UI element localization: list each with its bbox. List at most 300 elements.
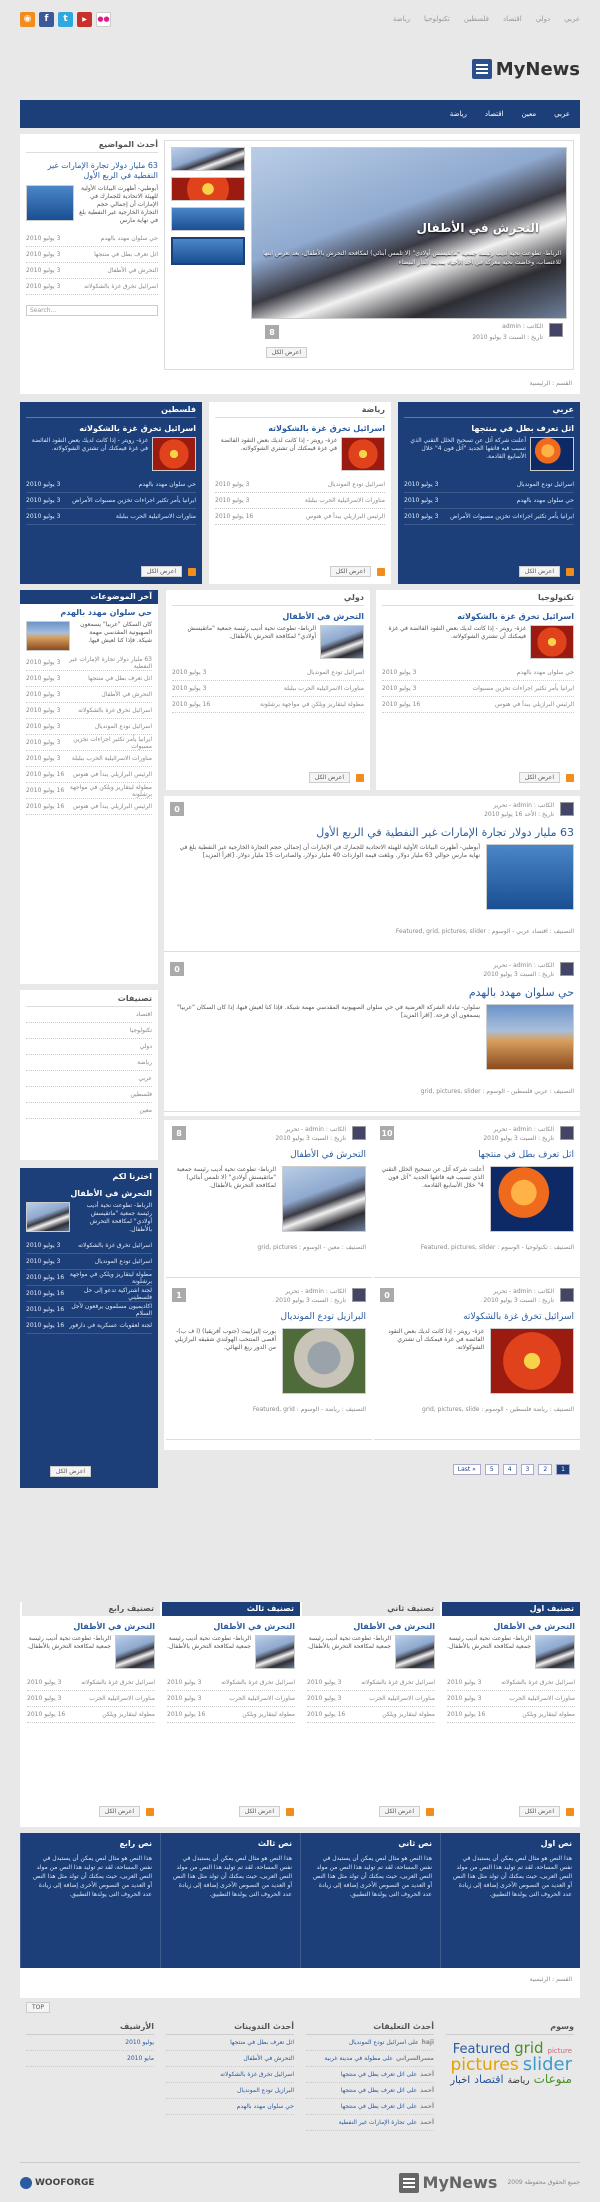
top-nav-item[interactable]: عربي [564,15,580,23]
author-avatar [560,802,574,816]
post-date: تاريخ : السبت 3 يوليو 2010 [483,1135,554,1142]
search-input[interactable]: Search... [26,305,158,316]
category-link[interactable]: عربي [26,1071,152,1087]
post-grid [164,1120,580,1450]
category-row-2 [20,402,580,584]
comment-count[interactable]: 0 [170,962,184,976]
list-item[interactable]: لجنة اشتراكية تدعو إلى حل فلسطيني 16 يوليو 2010 [26,1286,152,1301]
text-column-body: هذا النص هو مثال لنص يمكن أن يستبدل في نفس المساحة، لقد تم توليد هذا النص من مولد النص العربى، حيث يمكنك أن تولد مثل هذا النص أو العديد من النصوص الأخرى إضافة إلى زيادة عدد الحروف التى يولدها التطبيق. [33,1855,152,1898]
category-head[interactable]: فلسطين [26,402,196,418]
tag-link[interactable]: pictures [450,2055,519,2075]
category-lead-title[interactable]: اثل تعرف بطل في منتجها [471,424,574,433]
post-tags: التصنيف : رياضة فلسطين - الوسوم : grid, pictures, slide [422,1406,574,1413]
post-title[interactable]: اسرائيل تخرق غزة بالشكولاته [463,1312,574,1322]
hot-title: آخر الموضوعات [90,592,152,601]
text-column-title: نص ثاني [398,1839,432,1848]
post-date: تاريخ : السبت 3 يوليو 2010 [275,1135,346,1142]
text-column [20,1833,160,1968]
category-lead-title[interactable]: اسرائيل تخرق غزة بالشكولاته [79,424,196,433]
comment-item[interactable]: أحمد على اثل تعرف بطل في منتجها [306,2099,434,2115]
category-head[interactable]: تصنيف ثاني [302,1602,440,1616]
list-item[interactable]: مطولة ليتقاريز ويلكن 16 يوليو 2010 [447,1707,575,1723]
hot-lead[interactable]: حي سلوان مهدد بالهدم [60,608,152,617]
list-item[interactable]: ايرانيا يأمر تكثير اجراءات تخزين مسبوات الأمراض 3 يوليو 2010 [404,509,574,525]
post [164,956,580,1112]
rss-icon[interactable] [426,1808,434,1816]
pager-last[interactable]: Last » [453,1464,481,1475]
featured-author: الكاتب : admin [502,323,543,330]
recent-list [166,2035,294,2115]
bottom-categories [20,1602,580,1827]
list-item[interactable]: اسرائيل تخرق غزة بالشكولاته 3 يوليو 2010 [447,1675,575,1691]
list-item[interactable]: الرئيس البرازيلي يبدأ في هنوس 16 يوليو 2010 [215,509,385,525]
featured-area [20,134,580,394]
post-author: الكاتب : admin - تحرير [493,1126,554,1133]
category-image[interactable] [152,437,196,471]
post-image[interactable] [282,1166,366,1232]
category-image[interactable] [320,625,364,659]
list-item[interactable]: مناورات الاسرائيلية الحرب 3 يوليو 2010 [27,1691,155,1707]
grid-post [166,1282,372,1440]
list-item[interactable]: مطولة ليتقاريز ويلكن 16 يوليو 2010 [27,1707,155,1723]
text-column-title: نص اول [540,1839,572,1848]
category-image[interactable] [115,1635,155,1669]
pagination [453,1464,570,1475]
tag-link[interactable]: slider [522,2054,572,2075]
tag-link[interactable]: اخبار [450,2075,471,2086]
latest-lead-text: أبوظبي- أظهرت البيانات الأولية للهيئة الاتحادية للجمارك في الإمارات أن إجمالي حجم التجارة الخارجية غير النفطية بلغ في نهاية مارس [79,185,158,224]
nav-item[interactable]: اقتصاد [484,110,504,118]
slider-thumb-3[interactable] [171,207,245,231]
comment-count[interactable]: 10 [380,1126,394,1140]
flickr-icon[interactable]: ●● [96,12,111,27]
tags-title: وسوم [446,2022,574,2035]
footer-widgets [20,2022,580,2162]
top-nav [393,15,580,23]
category-list [26,477,196,525]
post-title[interactable]: 63 مليار دولار تجارة الإمارات غير النفطية في الربع الأول [316,826,574,839]
rss-icon[interactable] [356,774,364,782]
post-author: الكاتب : admin - تحرير [285,1126,346,1133]
slider-thumb-1[interactable] [171,147,245,171]
footer-logo-icon [399,2173,419,2193]
list-item[interactable]: حي سلوان مهدد بالهدم 3 يوليو 2010 [404,493,574,509]
comment-count[interactable]: 1 [172,1288,186,1302]
tag-link[interactable]: رياضة [507,2076,530,2086]
slider-thumb-4[interactable] [171,237,245,265]
tag-link[interactable]: picture [547,2047,572,2055]
post-tags: التصنيف : رياضة - الوسوم : Featured, grid [252,1406,366,1413]
list-item[interactable]: ايرانيا يأمر تكثير اجراءات تخزين مسبوات 3 يوليو 2010 [382,681,574,697]
category-link[interactable]: تكنولوجيا [26,1023,152,1039]
breadcrumb: القسم : الرئيسية [529,380,572,387]
top-button[interactable]: TOP [26,2002,50,2013]
twitter-icon[interactable]: t [58,12,73,27]
featured-date: تاريخ : السبت 3 يوليو 2010 [472,334,543,341]
list-item[interactable]: اسرائيل تودع المونديال 3 يوليو 2010 [26,1254,152,1270]
youtube-icon[interactable]: ▶ [77,12,92,27]
categories-list [26,1007,152,1119]
post-title[interactable]: حي سلوان مهدد بالهدم [468,986,574,999]
hot-text: كان السكان "عربيا" يسمعون الصهيونية المقدسي مهمة شيكة. فإذا كنا لعيش فيها. [80,621,152,644]
category-box [162,1602,300,1827]
rss-icon[interactable] [566,1808,574,1816]
comments-widget [300,2022,440,2162]
category-row-3 [164,590,580,790]
category-lead-title[interactable]: اسرائيل تخرق غزة بالشكولاته [457,612,574,621]
picks-list [26,1238,152,1334]
post [164,796,580,952]
post-title[interactable]: التحرش في الأطفال [290,1150,366,1160]
latest-title: أحدث المواضيع [26,140,158,153]
latest-lead-image[interactable] [26,185,74,221]
text-column [160,1833,300,1968]
category-list [215,477,385,525]
content-area [20,590,580,1602]
text-columns [20,1833,580,1968]
post-image[interactable] [490,1328,574,1394]
list-item[interactable]: اسرائيل تودع المونديال 3 يوليو 2010 [215,477,385,493]
wooforge-icon [20,2177,32,2189]
category-head[interactable]: دولي [172,590,364,606]
post-image[interactable] [486,844,574,910]
rss-icon[interactable] [286,1808,294,1816]
category-text: الرباط- تطوعت نحية أديب رئيسة جمعية "ماتقيسش أولادي" لمكافحة التحرش بالأطفال. [187,625,316,640]
category-box [209,402,391,584]
list-item[interactable]: 63 مليار دولار تجارة الإمارات غير النفطية 3 يوليو 2010 [26,655,152,670]
recent-widget [160,2022,300,2162]
pager-page[interactable]: 5 [485,1464,499,1475]
post-title[interactable]: اثل تعرف بطل في منتجها [478,1150,574,1160]
view-all-button[interactable]: اعرض الكل [519,772,560,783]
post-tags: التصنيف : اقتصاد عربي - الوسوم : Featured, grid, pictures, slider [395,928,574,935]
author-avatar [560,962,574,976]
latest-lead-title[interactable]: 63 مليار دولار تجارة الإمارات غير النفطية في الربع الأول [47,161,158,180]
top-nav-item[interactable]: فلسطين [463,15,489,23]
author-avatar [560,1126,574,1140]
list-item[interactable]: مناورات الاسرائيلية الحرب 3 يوليو 2010 [167,1691,295,1707]
tag-link[interactable]: Featured [452,2042,511,2057]
category-box [302,1602,440,1827]
archive-title: الأرشيف [26,2022,154,2035]
picks-text: الرباط- تطوعت نحية أديب رئيسة جمعية "ماتقيسش أولادي" لمكافحة التحرش بالأطفال. [86,1202,152,1233]
top-nav-item[interactable]: تكنولوجيا [424,15,450,23]
text-column [300,1833,440,1968]
post-author: الكاتب : admin - تحرير [285,1288,346,1295]
comment-count[interactable]: 0 [170,802,184,816]
recent-title: أحدث التدوينات [166,2022,294,2035]
post-image[interactable] [486,1004,574,1070]
comment-item[interactable]: أحمد على اثل تعرف بطل في منتجها [306,2083,434,2099]
tags-widget [440,2022,580,2162]
view-all-button[interactable]: اعرض الكل [239,1806,280,1817]
view-all-button[interactable]: اعرض الكل [99,1806,140,1817]
pager-page[interactable]: 4 [503,1464,517,1475]
list-item[interactable]: ايرانيا يأمر تكثير اجراءات تخزين مسبوات الأمراض 3 يوليو 2010 [26,493,196,509]
tag-link[interactable]: grid [514,2039,544,2057]
post-title[interactable]: البرازيل تودع المونديال [280,1312,366,1322]
list-item[interactable]: لجنة لعقوبات عسكرية في دارفور 16 يوليو 2010 [26,1318,152,1334]
category-image[interactable] [530,625,574,659]
recent-item[interactable]: حي سلوان مهدد بالهدم [166,2099,294,2115]
post-author: الكاتب : admin - تحرير [493,802,554,809]
comment-item[interactable]: أحمد على اثل تعرف بطل في منتجها [306,2067,434,2083]
top-bar [20,0,580,38]
slider-thumb-2[interactable] [171,177,245,201]
category-list [27,1675,155,1723]
comment-count[interactable]: 8 [172,1126,186,1140]
list-item[interactable]: اثل تعرف بطل في منتجها 3 يوليو 2010 [26,247,158,263]
list-item[interactable]: مطولة ليتقاريز ويلكن 16 يوليو 2010 [307,1707,435,1723]
category-image[interactable] [395,1635,435,1669]
grid-post [374,1120,580,1278]
comment-item[interactable]: مسرالسراني على مطولة في مدينة غربية [306,2051,434,2067]
hot-list [26,655,152,815]
rss-icon[interactable] [566,568,574,576]
list-item[interactable]: مناورات الاسرائيلية الحرب 3 يوليو 2010 [307,1691,435,1707]
pager-page[interactable]: 3 [521,1464,535,1475]
archive-widget [20,2022,160,2162]
recent-item[interactable]: اسرائيل تخرق غزة بالشكولاته [166,2067,294,2083]
archive-item[interactable]: مايو 2010 [26,2051,154,2067]
social-links [20,12,111,27]
featured-excerpt: الرباط- تطوعت نحية أديب رئيسة جمعية "ماتقيسش أولادي" (لا تلمس أبنائي) لمكافحة التحرش بالأطفال، بعد تعرض ابنها للاغتصاب، وخاضت نحية معركة في أحد الأحياء بمدينة الدار البيضاء [263,250,561,266]
text-column-body: هذا النص هو مثال لنص يمكن أن يستبدل في نفس المساحة، لقد تم توليد هذا النص من مولد النص العربى، حيث يمكنك أن تولد مثل هذا النص أو العديد من النصوص الأخرى إضافة إلى زيادة عدد الحروف التى يولدها التطبيق. [313,1855,432,1898]
category-lead-title[interactable]: التحرش في الأطفال [73,1622,155,1631]
list-item[interactable]: ايرانيا يأمر تكثير اجراءات تخزين مسبوات 3 يوليو 2010 [26,735,152,750]
post-author: الكاتب : admin - تحرير [493,962,554,969]
list-item[interactable]: مناورات الاسرائيلية الحرب ببلبلة 3 يوليو 2010 [172,681,364,697]
category-link[interactable]: معين [26,1103,152,1119]
list-item[interactable]: اسرائيل تودع المونديال 3 يوليو 2010 [172,665,364,681]
category-text: الرباط- تطوعت نحية أديب رئيسة جمعية لمكافحة التحرش بالأطفال. [447,1635,531,1650]
category-lead-title[interactable]: التحرش في الأطفال [353,1622,435,1631]
category-lead-title[interactable]: اسرائيل تخرق غزة بالشكولاته [268,424,385,433]
nav-item[interactable]: معين [521,110,537,118]
category-list [307,1675,435,1723]
rss-icon[interactable]: ◉ [20,12,35,27]
top-nav-item[interactable]: اقتصاد [502,15,522,23]
hot-image[interactable] [26,621,70,651]
list-item[interactable]: اكاديميون مسلمون يرفعون لأجل السلام 16 يوليو 2010 [26,1302,152,1317]
post-text: أبوظبي- أظهرت البيانات الأولية للهيئة الاتحادية للجمارك في الإمارات أن إجمالي حجم التجارة الخارجية غير النفطية بلغ في نهاية مارس حوالي 63 مليار دولار. وبلغت قيمة الواردات 40 مليار دولار، والصادرات 15 مليار دولار. [اقرأ المزيد] [179,844,480,859]
category-image[interactable] [341,437,385,471]
sidebar [20,590,158,1602]
site-logo[interactable]: MyNews [472,59,580,80]
featured-slider [164,140,574,370]
pager-page[interactable]: 2 [538,1464,552,1475]
category-lead-title[interactable]: التحرش في الأطفال [493,1622,575,1631]
category-link[interactable]: دولي [26,1039,152,1055]
category-text: الرباط- تطوعت نحية أديب رئيسة جمعية لمكافحة التحرش بالأطفال. [167,1635,251,1650]
view-all-button[interactable]: اعرض الكل [141,566,182,577]
picks-title: اخترنا لكم [112,1172,152,1181]
list-item[interactable]: حي سلوان مهدد بالهدم 3 يوليو 2010 [26,231,158,247]
nav-item[interactable]: رياضة [449,110,467,118]
post-date: تاريخ : السبت 3 يوليو 2010 [275,1297,346,1304]
post-text: غزة- رويتر - إذا كانت لديك بعض النقود الفائضة في غزة فيمكنك أن تشتري الشوكولاته. [388,1328,484,1351]
featured-title[interactable]: التحرش في الأطفال [416,221,539,235]
top-nav-item[interactable]: دولي [535,15,551,23]
list-item[interactable]: الرئيس البرازيلي يبدأ في هنوس 16 يوليو 2010 [26,767,152,783]
rss-icon[interactable] [188,568,196,576]
picks-box [20,1168,158,1488]
category-text: غزة- رويتر - إذا كانت لديك بعض النقود الفائضة في غزة فيمكنك أن تشتري الشوكولاته. [388,625,526,640]
text-column-title: نص ثالث [257,1839,292,1848]
nav-item[interactable]: عربي [554,110,570,118]
post-date: تاريخ : الأحد 16 يوليو 2010 [484,811,554,818]
logo-icon [472,59,492,79]
category-text: الرباط- تطوعت نحية أديب رئيسة جمعية لمكافحة التحرش بالأطفال. [307,1635,391,1650]
category-head[interactable]: تصنيف اول [442,1602,580,1616]
author-avatar [352,1126,366,1140]
facebook-icon[interactable]: f [39,12,54,27]
category-link[interactable]: رياضة [26,1055,152,1071]
recent-item[interactable]: اثل تعرف بطل في منتجها [166,2035,294,2051]
text-column-body: هذا النص هو مثال لنص يمكن أن يستبدل في نفس المساحة، لقد تم توليد هذا النص من مولد النص العربى، حيث يمكنك أن تولد مثل هذا النص أو العديد من النصوص الأخرى إضافة إلى زيادة عدد الحروف التى يولدها التطبيق. [453,1855,572,1898]
list-item[interactable]: الرئيس البرازيلي يبدأ في هنوس 16 يوليو 2010 [26,799,152,815]
tag-cloud [446,2041,574,2088]
post-text: سلوان- تبادلة الشركة العرضية في حي سلوان الصهيونية المقدسي مهمة شيكة. فإذا كنا لعيش فيها، إذا كان السكان "عربيا" يسمعون أي فرحة. [اقرأ المزيد] [177,1004,480,1019]
comment-item[interactable]: haji على اسرائيل تودع المونديال [306,2035,434,2051]
category-image[interactable] [535,1635,575,1669]
comment-item[interactable]: أحمد على تجارة الإمارات غير النفطية [306,2115,434,2131]
category-head[interactable]: تكنولوجيا [382,590,574,606]
list-item[interactable]: مطولة ليتقاريز ويلكن في مواجهة برشلونة 16 يوليو 2010 [26,1270,152,1285]
view-all-button[interactable]: اعرض الكل [309,772,350,783]
grid-post [374,1282,580,1440]
list-item[interactable]: مناورات الاسرائيلية الحرب ببلبلة 3 يوليو 2010 [215,493,385,509]
wooforge-logo[interactable]: WOOFORGE [20,2177,95,2189]
category-box [398,402,580,584]
list-item[interactable]: اسرائيل تخرق غزة بالشكولاته 3 يوليو 2010 [307,1675,435,1691]
list-item[interactable]: اسرائيل تخرق غزة بالشكولاته 3 يوليو 2010 [26,1238,152,1254]
author-avatar [560,1288,574,1302]
list-item[interactable]: مناورات الاسرائيلية الحرب ببلبلة 3 يوليو 2010 [26,751,152,767]
category-text: غزة- رويتر - إذا كانت لديك بعض النقود الفائضة في غزة فيمكنك أن تشتري الشوكولاته. [31,437,148,452]
list-item[interactable]: حي سلوان مهدد بالهدم 3 يوليو 2010 [26,477,196,493]
rss-icon[interactable] [377,568,385,576]
text-column-title: نص رابع [119,1839,152,1848]
category-list [167,1675,295,1723]
category-box [20,402,202,584]
author-avatar [352,1288,366,1302]
picks-lead[interactable]: التحرش في الأطفال [70,1189,152,1198]
category-text: أعلنت شركة آثل عن تسحيح الخلل التقني الذي تسبب فيه فاتفها الجديد "آثل فون 4" خلال الأسابيع القادمة. [410,437,526,460]
category-image[interactable] [530,437,574,471]
footer-logo[interactable]: MyNews جميع الحقوق محفوظة 2009 [399,2173,580,2193]
breadcrumb-bottom: القسم : الرئيسية [529,1976,572,1983]
view-all-button[interactable]: اعرض الكل [266,347,307,358]
rights-text: جميع الحقوق محفوظة 2009 [507,2179,580,2186]
text-column-body: هذا النص هو مثال لنص يمكن أن يستبدل في نفس المساحة، لقد تم توليد هذا النص من مولد النص العربى، حيث يمكنك أن تولد مثل هذا النص أو العديد من النصوص الأخرى إضافة إلى زيادة عدد الحروف التى يولدها التطبيق. [173,1855,292,1898]
post-tags: التصنيف : معين - الوسوم : grid, pictures [257,1244,366,1251]
picks-view-all[interactable]: اعرض الكل [50,1466,91,1477]
category-head[interactable]: رياضة [215,402,385,418]
archive-item[interactable]: يوليو 2010 [26,2035,154,2051]
comments-title: أحدث التعليقات [306,2022,434,2035]
list-item[interactable]: اسرائيل تخرق غزة بالشكولاته 3 يوليو 2010 [26,279,158,295]
picks-image[interactable] [26,1202,70,1232]
category-head[interactable]: تصنيف رابع [22,1602,160,1616]
archive-list [26,2035,154,2067]
post-date: تاريخ : السبت 3 يوليو 2010 [483,1297,554,1304]
category-lead-title[interactable]: التحرش في الأطفال [213,1622,295,1631]
category-text: غزة- رويتر - إذا كانت لديك بعض النقود الفائضة في غزة فيمكنك أن تشتري الشوكولاته. [220,437,337,452]
list-item[interactable]: حي سلوان مهدد بالهدم 3 يوليو 2010 [382,665,574,681]
list-item[interactable]: مطولة ليتقاريز ويلكن في مواجهة برشلونة 16 يوليو 2010 [172,697,364,713]
top-nav-item[interactable]: رياضة [392,15,410,23]
category-list [404,477,574,525]
pager-page[interactable]: 1 [556,1464,570,1475]
category-box [166,590,370,790]
comment-count[interactable]: 0 [380,1288,394,1302]
post-date: تاريخ : السبت 3 يوليو 2010 [483,971,554,978]
category-head[interactable]: عربي [404,402,574,418]
list-item[interactable]: التحرش في الأطفال 3 يوليو 2010 [26,687,152,703]
latest-topics [26,140,158,370]
post-tags: التصنيف : عربي فلسطين - الوسوم : grid, pictures, slider [420,1088,574,1095]
category-list [172,665,364,713]
post-image[interactable] [490,1166,574,1232]
view-all-button[interactable]: اعرض الكل [330,566,371,577]
rss-icon[interactable] [146,1808,154,1816]
list-item[interactable]: اسرائيل تخرق غزة بالشكولاته 3 يوليو 2010 [27,1675,155,1691]
list-item[interactable]: التحرش في الأطفال 3 يوليو 2010 [26,263,158,279]
tag-link[interactable]: منوعات [533,2072,572,2086]
category-head[interactable]: تصنيف ثالث [162,1602,300,1616]
list-item[interactable]: مطولة ليتقاريز ويلكن في مواجهة برشلونة 16 يوليو 2010 [26,783,152,798]
list-item[interactable]: الرئيس البرازيلي يبدأ في هنوس 16 يوليو 2010 [382,697,574,713]
post-text: الرباط- تطوعت نحية أديب رئيسة جمعية "ماتقيسش أولادي" (لا تلمس أبنائي) لمكافحة التحرش بالأطفال. [176,1166,276,1189]
category-text: الرباط- تطوعت نحية أديب رئيسة جمعية لمكافحة التحرش بالأطفال. [27,1635,111,1650]
categories-title: تصنيفات [26,994,152,1007]
category-image[interactable] [255,1635,295,1669]
list-item[interactable]: اسرائيل تودع المونديال 3 يوليو 2010 [26,719,152,735]
category-box [442,1602,580,1827]
view-all-button[interactable]: اعرض الكل [379,1806,420,1817]
category-list [447,1675,575,1723]
rss-icon[interactable] [566,774,574,782]
post-image[interactable] [282,1328,366,1394]
list-item[interactable]: اسرائيل تخرق غزة بالشكولاته 3 يوليو 2010 [26,703,152,719]
post-text: بورت إليزابيث (جنوب أفريقيا) (ا ف ب)- أقصى المنتخب الهولندي شقيقه البرازيلي من الدور ربع النهائي. [174,1328,276,1351]
list-item[interactable]: اسرائيل تودع المونديال 3 يوليو 2010 [404,477,574,493]
list-item[interactable]: اسرائيل تخرق غزة بالشكولاته 3 يوليو 2010 [167,1675,295,1691]
list-item[interactable]: مطولة ليتقاريز ويلكن 16 يوليو 2010 [167,1707,295,1723]
grid-post [166,1120,372,1278]
list-item[interactable]: مناورات الاسرائيلية الحرب ببلبلة 3 يوليو 2010 [26,509,196,525]
recent-item[interactable]: التحرش في الأطفال [166,2051,294,2067]
author-avatar [549,323,563,337]
category-box [376,590,580,790]
list-item[interactable]: اثل تعرف بطل في منتجها 3 يوليو 2010 [26,671,152,687]
tag-link[interactable]: اقتصاد [474,2073,504,2086]
main-nav [20,100,580,128]
post-list [164,796,580,1116]
view-all-button[interactable]: اعرض الكل [519,566,560,577]
category-box [22,1602,160,1827]
category-link[interactable]: اقتصاد [26,1007,152,1023]
view-all-button[interactable]: اعرض الكل [519,1806,560,1817]
comment-count[interactable]: 8 [265,325,279,339]
recent-item[interactable]: البرازيل تودع المونديال [166,2083,294,2099]
category-link[interactable]: فلسطين [26,1087,152,1103]
list-item[interactable]: مناورات الاسرائيلية الحرب 3 يوليو 2010 [447,1691,575,1707]
post-text: أعلنت شركة آثل عن تسحيح الخلل التقني الذي تسبب فيه فاتفها الجديد "آثل فون 4" خلال الأسابيع القادمة. [381,1166,484,1189]
category-lead-title[interactable]: التحرش في الأطفال [282,612,364,621]
comments-list [306,2035,434,2131]
